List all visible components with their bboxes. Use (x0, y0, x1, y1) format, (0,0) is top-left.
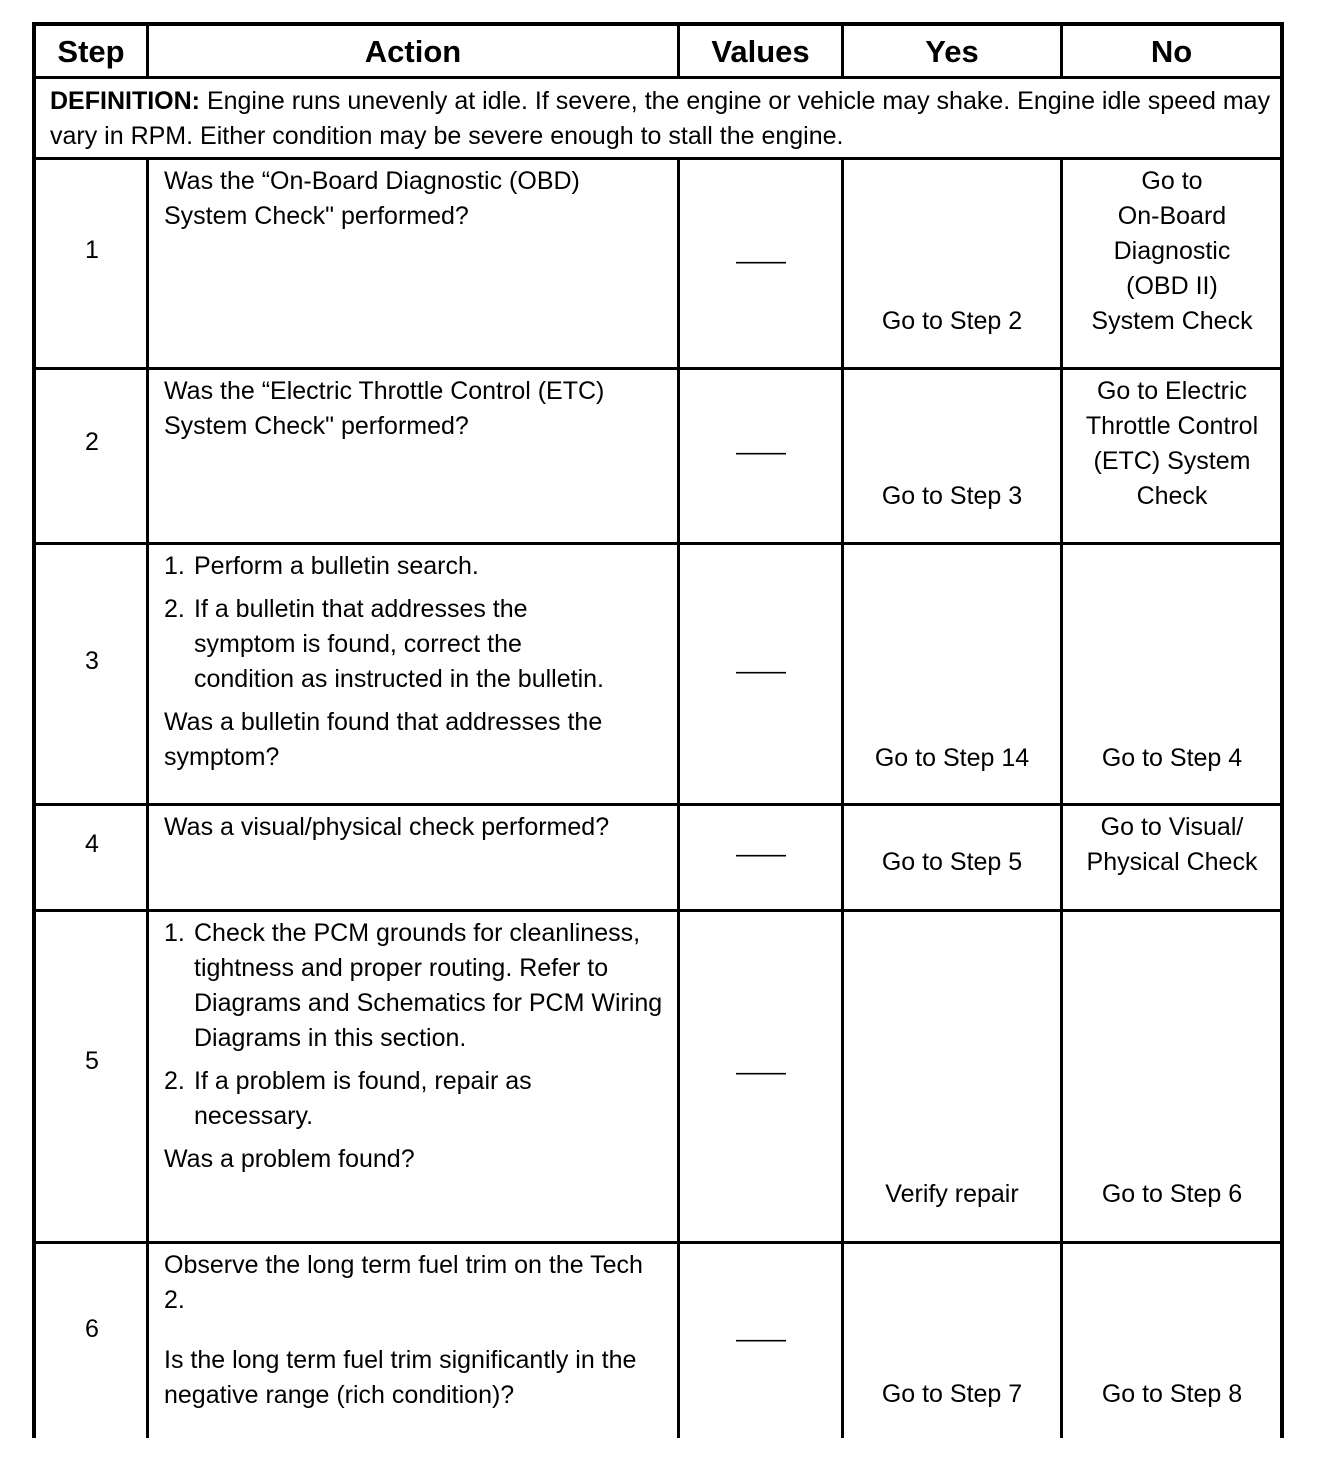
no-line: (OBD II) (1126, 272, 1218, 300)
header-yes: Yes (925, 34, 979, 69)
no-cell (1064, 164, 1280, 339)
definition-label: DEFINITION: (50, 87, 200, 115)
action-text (164, 1248, 674, 1413)
row1-bottom-border (32, 367, 1284, 370)
no-line: Throttle Control (1085, 412, 1259, 440)
value-cell: —— (736, 247, 786, 275)
value-cell: —— (736, 1058, 786, 1086)
row2-bottom-border (32, 542, 1284, 545)
header-step: Step (57, 34, 125, 69)
action-list-item (164, 916, 674, 1056)
left-border (32, 22, 36, 1438)
step-number: 5 (85, 1047, 99, 1075)
item-text: If a problem is found, repair as necessary. (194, 1067, 532, 1130)
value-cell: —— (736, 1325, 786, 1353)
no-line: Go to (1141, 167, 1203, 195)
item-number: 1. (164, 919, 185, 947)
item-text: Perform a bulletin search. (194, 552, 479, 580)
action-question: Was the “On-Board Diagnostic (OBD) System Check" performed? (164, 167, 580, 230)
no-cell: Go to Step 4 (1101, 744, 1243, 772)
step-number: 1 (85, 236, 99, 264)
definition-bottom-border (32, 157, 1284, 160)
yes-cell: Go to Step 14 (874, 744, 1030, 772)
action-text (164, 164, 644, 234)
right-border (1280, 22, 1284, 1438)
col-divider-values-body (841, 157, 844, 1438)
yes-cell: Go to Step 3 (881, 482, 1023, 510)
no-cell (1064, 374, 1280, 514)
action-text (164, 374, 654, 444)
step-number: 2 (85, 428, 99, 456)
col-divider-step-body (146, 157, 149, 1438)
action-intro: Observe the long term fuel trim on the Tech 2. (164, 1251, 643, 1314)
definition-text: Engine runs unevenly at idle. If severe, the engine or vehicle may shake. Engine idle speed may vary in RPM. Either condition may be severe enough to stall the engine. (50, 87, 1271, 150)
action-question: Is the long term fuel trim significantly in the negative range (rich condition)? (164, 1346, 637, 1409)
no-line: Physical Check (1086, 848, 1258, 876)
col-divider-yes-body (1060, 157, 1063, 1438)
no-cell: Go to Step 6 (1101, 1180, 1243, 1208)
action-text (164, 810, 674, 845)
item-number: 1. (164, 552, 185, 580)
action-question: Was a problem found? (164, 1145, 415, 1173)
no-line: Diagnostic (1113, 237, 1231, 265)
action-text (164, 916, 674, 1177)
item-number: 2. (164, 1067, 185, 1095)
action-question: Was the “Electric Throttle Control (ETC) System Check" performed? (164, 377, 605, 440)
action-question: Was a visual/physical check performed? (164, 813, 610, 841)
value-cell: —— (736, 657, 786, 685)
action-list-item (164, 549, 654, 584)
action-list-item (164, 1064, 674, 1134)
no-line: On-Board (1117, 202, 1227, 230)
action-list-item (164, 592, 654, 697)
step-number: 6 (85, 1315, 99, 1343)
yes-cell: Go to Step 5 (881, 848, 1023, 876)
action-question: Was a bulletin found that addresses the symptom? (164, 708, 603, 771)
no-line: System Check (1091, 307, 1253, 335)
header-values: Values (711, 34, 810, 69)
yes-cell: Verify repair (885, 1180, 1019, 1208)
value-cell: —— (736, 438, 786, 466)
header-action: Action (364, 34, 462, 69)
row5-bottom-border (32, 1241, 1284, 1244)
no-cell: Go to Step 8 (1101, 1380, 1243, 1408)
yes-cell: Go to Step 2 (881, 307, 1023, 335)
item-text: Check the PCM grounds for cleanliness, tightness and proper routing. Refer to Diagrams and Schematics for PCM Wiring Diagrams in this section. (194, 919, 663, 1052)
no-line: Check (1136, 482, 1208, 510)
col-divider-action-body (677, 157, 680, 1438)
item-number: 2. (164, 595, 185, 623)
action-text (164, 549, 654, 775)
no-line: (ETC) System (1093, 447, 1251, 475)
row4-bottom-border (32, 909, 1284, 912)
no-cell (1064, 810, 1280, 880)
step-number: 4 (85, 830, 99, 858)
header-no: No (1150, 34, 1193, 69)
yes-cell: Go to Step 7 (881, 1380, 1023, 1408)
step-number: 3 (85, 647, 99, 675)
value-cell: —— (736, 840, 786, 868)
no-line: Go to Electric (1096, 377, 1248, 405)
item-text: If a bulletin that addresses the symptom is found, correct the condition as instructed in the bulletin. (194, 595, 604, 693)
definition (50, 84, 1280, 154)
row3-bottom-border (32, 803, 1284, 806)
no-line: Go to Visual/ (1100, 813, 1244, 841)
